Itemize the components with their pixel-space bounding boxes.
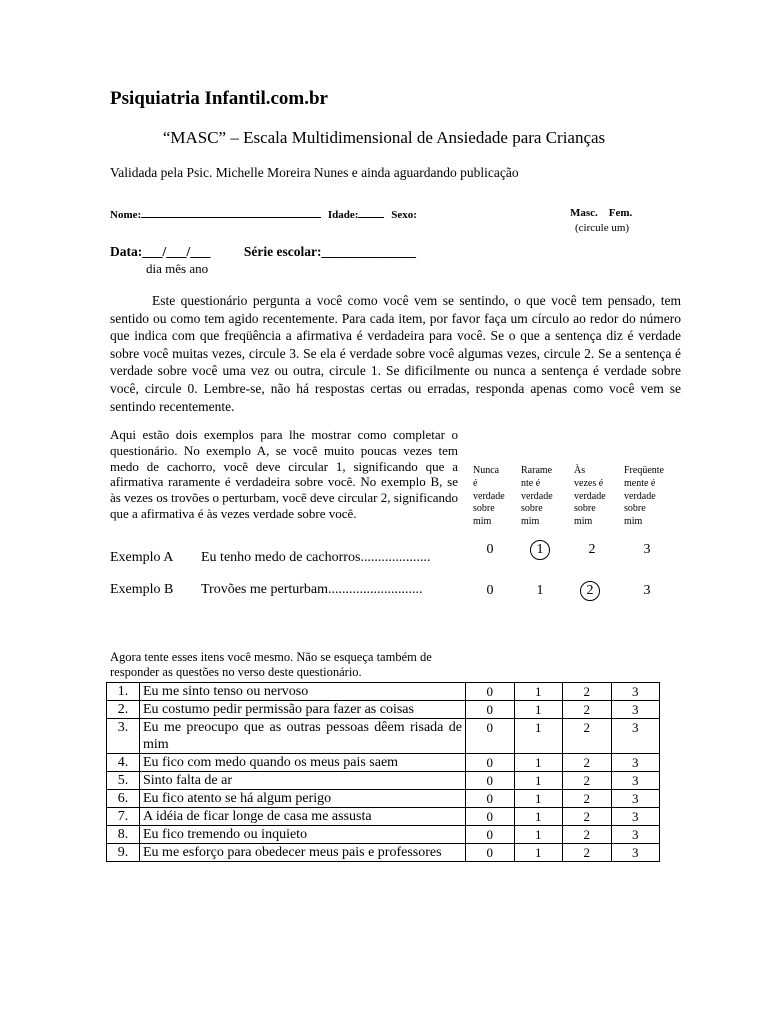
item-option-3[interactable]: 3 — [611, 701, 660, 719]
item-text: Eu costumo pedir permissão para fazer as coisas — [140, 701, 466, 719]
example-a-option-3[interactable]: 3 — [643, 542, 651, 557]
table-row — [107, 826, 660, 844]
example-a-option-1-circled[interactable]: 1 — [530, 540, 550, 560]
date-grade-row — [110, 244, 416, 260]
example-a-text: Eu tenho medo de cachorros.................... — [201, 550, 431, 565]
item-option-3[interactable]: 3 — [611, 772, 660, 790]
table-row — [107, 683, 660, 701]
examples-paragraph: Aqui estão dois exemplos para lhe mostrar como completar o questionário. No exemplo A, se você muito poucas vezes tem medo de cachorro, você deve circular 1, significando que a afirmativa raramente é verdadeira sobre você. No exemplo B, se às vezes os trovões o perturbam, você deve circular 2, significando que a afirmativa é às vezes verdade sobre você. — [110, 427, 458, 521]
validation-note: Validada pela Psic. Michelle Moreira Nunes e ainda aguardando publicação — [110, 165, 519, 180]
instructions-paragraph: Este questionário pergunta a você como você vem se sentindo, o que você tem pensado, tem sentido ou como tem agido recentemente. Para cada item, por favor faça um círculo ao redor do número que indica com que freqüência a afirmativa é verdadeira para você. Se o que a sentença diz é verdade sobre você muitas vezes, circule 3. Se ela é verdade sobre você algumas vezes, circule 2. Se a sentença é verdade sobre você uma vez ou outra, circule 1. Se dificilmente ou nunca a sentença é verdade sobre você, circule 0. Lembre-se, não há respostas certas ou erradas, responda apenas como você vem se sentindo recentemente. — [110, 293, 681, 414]
table-row — [107, 701, 660, 719]
example-b-label: Exemplo B — [110, 582, 174, 597]
scale-header-nunca: Nunca é verdade sobre mim — [473, 465, 505, 528]
item-option-2[interactable]: 2 — [563, 790, 612, 808]
item-option-0[interactable]: 0 — [466, 701, 515, 719]
item-number: 4. — [107, 754, 140, 772]
item-option-3[interactable]: 3 — [611, 683, 660, 701]
item-option-2[interactable]: 2 — [563, 844, 612, 862]
item-option-2[interactable]: 2 — [563, 808, 612, 826]
sexo-label: Sexo: — [391, 209, 417, 221]
item-text: Eu me esforço para obedecer meus pais e professores — [140, 844, 466, 862]
item-option-1[interactable]: 1 — [514, 808, 563, 826]
item-number: 7. — [107, 808, 140, 826]
example-a-option-0[interactable]: 0 — [486, 542, 494, 557]
example-a-label: Exemplo A — [110, 550, 174, 565]
item-option-3[interactable]: 3 — [611, 844, 660, 862]
item-option-0[interactable]: 0 — [466, 844, 515, 862]
item-option-1[interactable]: 1 — [514, 701, 563, 719]
site-title: Psiquiatria Infantil.com.br — [110, 88, 328, 109]
item-option-0[interactable]: 0 — [466, 826, 515, 844]
item-option-1[interactable]: 1 — [514, 683, 563, 701]
item-text: A idéia de ficar longe de casa me assusta — [140, 808, 466, 826]
data-field[interactable]: Data:___/___/___ — [110, 244, 211, 259]
item-option-2[interactable]: 2 — [563, 826, 612, 844]
date-format-hint: dia mês ano — [146, 261, 209, 276]
item-option-0[interactable]: 0 — [466, 772, 515, 790]
scale-header-frequentemente: Freqüente mente é verdade sobre mim — [624, 465, 664, 528]
form-title: “MASC” – Escala Multidimensional de Ansiedade para Crianças — [162, 128, 606, 147]
item-option-3[interactable]: 3 — [611, 719, 660, 754]
item-number: 8. — [107, 826, 140, 844]
item-option-3[interactable]: 3 — [611, 790, 660, 808]
scale-header-as-vezes: Às vezes é verdade sobre mim — [574, 465, 606, 528]
table-row — [107, 844, 660, 862]
item-option-1[interactable]: 1 — [514, 844, 563, 862]
table-row — [107, 790, 660, 808]
item-option-1[interactable]: 1 — [514, 790, 563, 808]
item-option-1[interactable]: 1 — [514, 772, 563, 790]
table-row — [107, 772, 660, 790]
item-option-1[interactable]: 1 — [514, 826, 563, 844]
example-b-option-1[interactable]: 1 — [536, 583, 544, 598]
item-text: Eu fico com medo quando os meus pais saem — [140, 754, 466, 772]
item-text: Eu fico atento se há algum perigo — [140, 790, 466, 808]
circle-one-hint: (circule um) — [575, 222, 630, 234]
item-option-0[interactable]: 0 — [466, 790, 515, 808]
table-row — [107, 719, 660, 754]
idade-label: Idade: — [327, 209, 359, 221]
now-try-paragraph: Agora tente esses itens você mesmo. Não se esqueça também de responder as questões no verso deste questionário. — [110, 650, 432, 679]
example-a-option-2[interactable]: 2 — [588, 542, 596, 557]
item-option-1[interactable]: 1 — [514, 754, 563, 772]
nome-label: Nome: — [110, 209, 142, 221]
example-b-option-3[interactable]: 3 — [643, 583, 651, 598]
items-table — [106, 682, 660, 862]
item-option-3[interactable]: 3 — [611, 754, 660, 772]
item-text: Sinto falta de ar — [140, 772, 466, 790]
name-age-sex-row — [110, 207, 417, 221]
item-text: Eu me sinto tenso ou nervoso — [140, 683, 466, 701]
item-number: 5. — [107, 772, 140, 790]
item-option-0[interactable]: 0 — [466, 754, 515, 772]
nome-field[interactable] — [141, 207, 321, 218]
item-text: Eu fico tremendo ou inquieto — [140, 826, 466, 844]
item-option-2[interactable]: 2 — [563, 772, 612, 790]
item-option-2[interactable]: 2 — [563, 719, 612, 754]
item-option-3[interactable]: 3 — [611, 826, 660, 844]
item-number: 6. — [107, 790, 140, 808]
item-option-0[interactable]: 0 — [466, 808, 515, 826]
example-b-text: Trovões me perturbam........................... — [201, 582, 423, 597]
item-option-2[interactable]: 2 — [563, 701, 612, 719]
item-number: 3. — [107, 719, 140, 754]
sex-options[interactable]: Masc. Fem. — [570, 207, 633, 219]
item-number: 9. — [107, 844, 140, 862]
item-text: Eu me preocupo que as outras pessoas dêem risada de mim — [140, 719, 466, 754]
item-number: 2. — [107, 701, 140, 719]
item-option-2[interactable]: 2 — [563, 754, 612, 772]
example-b-option-2-circled[interactable]: 2 — [580, 581, 600, 601]
item-option-0[interactable]: 0 — [466, 719, 515, 754]
idade-field[interactable] — [358, 207, 384, 218]
item-option-1[interactable]: 1 — [514, 719, 563, 754]
table-row — [107, 754, 660, 772]
item-number: 1. — [107, 683, 140, 701]
serie-field[interactable]: Série escolar:______________ — [243, 244, 416, 259]
item-option-2[interactable]: 2 — [563, 683, 612, 701]
table-row — [107, 808, 660, 826]
example-b-option-0[interactable]: 0 — [486, 583, 494, 598]
scale-header-raramente: Rarame nte é verdade sobre mim — [521, 465, 553, 528]
item-option-3[interactable]: 3 — [611, 808, 660, 826]
item-option-0[interactable]: 0 — [466, 683, 515, 701]
